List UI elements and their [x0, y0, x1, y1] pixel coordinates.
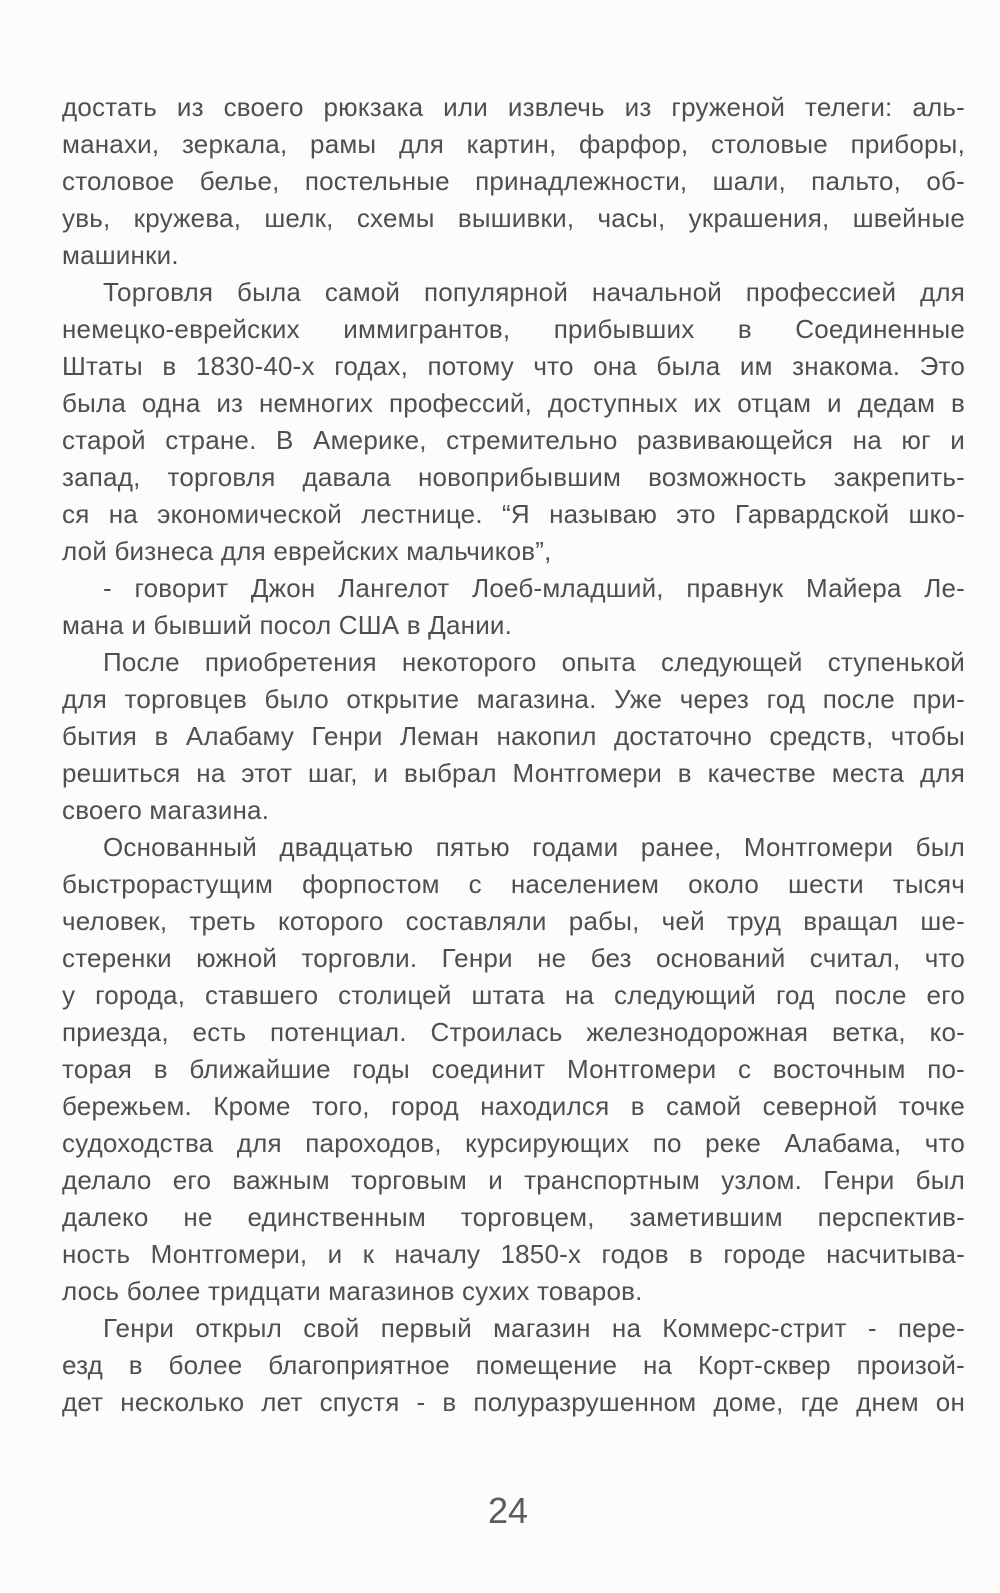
text-line: человек, треть которого составляли рабы, чей труд вращал ше- [62, 906, 965, 936]
paragraph-4 [62, 644, 965, 829]
paragraph-5 [62, 829, 965, 1310]
text-line: была одна из немногих профессий, доступных их отцам и дедам в [62, 388, 965, 418]
paragraph-1 [62, 89, 965, 274]
text-line: ся на экономической лестнице. “Я называю это Гарвардской шко- [62, 499, 965, 529]
text-line: достать из своего рюкзака или извлечь из груженой телеги: аль- [62, 92, 965, 122]
text-line: дет несколько лет спустя - в полуразрушенном доме, где днем он [62, 1387, 965, 1417]
text-line: далеко не единственным торговцем, заметившим перспектив- [62, 1202, 965, 1232]
text-line: Основанный двадцатью пятью годами ранее, Монтгомери был [103, 832, 965, 862]
paragraph-2 [62, 274, 965, 570]
text-line: Штаты в 1830-40-х годах, потому что она была им знакома. Это [62, 351, 965, 381]
text-line: решиться на этот шаг, и выбрал Монтгомери в качестве места для [62, 758, 965, 788]
text-line: После приобретения некоторого опыта следующей ступенькой [103, 647, 965, 677]
text-line: лой бизнеса для еврейских мальчиков”, [62, 536, 552, 566]
text-line: бытия в Алабаму Генри Леман накопил достаточно средств, чтобы [62, 721, 965, 751]
text-line: манахи, зеркала, рамы для картин, фарфор, столовые приборы, [62, 129, 965, 159]
text-line: торая в ближайшие годы соединит Монтгомери с восточным по- [62, 1054, 965, 1084]
text-line: езд в более благоприятное помещение на Корт-сквер произой- [62, 1350, 965, 1380]
text-line: делало его важным торговым и транспортным узлом. Генри был [62, 1165, 965, 1195]
text-line: ность Монтгомери, и к началу 1850-х годов в городе насчитыва- [62, 1239, 965, 1269]
text-line: - говорит Джон Лангелот Лоеб-младший, правнук Майера Ле- [103, 573, 965, 603]
text-line: мана и бывший посол США в Дании. [62, 610, 513, 640]
text-line: немецко-еврейских иммигрантов, прибывших в Соединенные [62, 314, 965, 344]
text-line: у города, ставшего столицей штата на следующий год после его [62, 980, 965, 1010]
text-line: старой стране. В Америке, стремительно развивающейся на юг и [62, 425, 965, 455]
text-line: бережьем. Кроме того, город находился в самой северной точке [62, 1091, 965, 1121]
paragraph-3 [62, 570, 965, 644]
text-line: быстрорастущим форпостом с населением около шести тысяч [62, 869, 965, 899]
page-number: 24 [488, 1490, 529, 1531]
text-line: своего магазина. [62, 795, 270, 825]
text-line: Генри открыл свой первый магазин на Коммерс-стрит - пере- [103, 1313, 965, 1343]
paragraph-6 [62, 1310, 965, 1421]
text-line: для торговцев было открытие магазина. Уже через год после при- [62, 684, 965, 714]
text-line: судоходства для пароходов, курсирующих по реке Алабама, что [62, 1128, 965, 1158]
body-text [62, 89, 965, 1421]
text-line: машинки. [62, 240, 179, 270]
text-line: Торговля была самой популярной начальной профессией для [103, 277, 965, 307]
text-line: лось более тридцати магазинов сухих товаров. [62, 1276, 643, 1306]
text-line: запад, торговля давала новоприбывшим возможность закрепить- [62, 462, 965, 492]
text-line: увь, кружева, шелк, схемы вышивки, часы, украшения, швейные [62, 203, 965, 233]
text-line: стеренки южной торговли. Генри не без оснований считал, что [62, 943, 965, 973]
text-line: приезда, есть потенциал. Строилась железнодорожная ветка, ко- [62, 1017, 965, 1047]
text-line: столовое белье, постельные принадлежности, шали, пальто, об- [62, 166, 965, 196]
